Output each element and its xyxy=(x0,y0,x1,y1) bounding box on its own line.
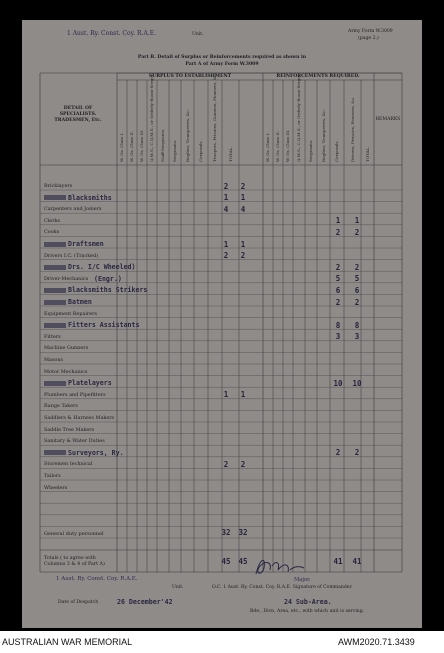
row-typed-trade: Fitters Assistants xyxy=(68,321,140,330)
row-value-c: 5 xyxy=(335,274,341,284)
row-label: Plumbers and Pipefitters xyxy=(44,391,106,398)
row-value-c: 2 xyxy=(335,227,341,237)
row-typed-trade: Surveyors, Ry. xyxy=(68,448,124,457)
row-label: Drivers I.C. (Tracked) xyxy=(44,252,99,259)
reinforcement-col-3: W. Os. Class III. xyxy=(285,129,290,162)
reinforcements-header: REINFORCEMENTS REQUIRED. xyxy=(276,74,360,79)
struck-out-text xyxy=(44,265,66,270)
totals-b: 45 xyxy=(238,557,248,566)
archive-name: AUSTRALIAN WAR MEMORIAL xyxy=(2,637,133,647)
row-value-d: 2 xyxy=(354,297,360,307)
row-label: Cooks xyxy=(44,229,60,236)
row-typed-trade: Blacksmiths Strikers xyxy=(68,286,148,295)
surplus-col-9: Troopers, Privates, Gunners, Pioneers, &c. xyxy=(212,72,217,162)
row-label: Machine Gunners xyxy=(44,345,89,352)
general-duty-a: 32 xyxy=(221,528,231,537)
totals-label-2: Columns 3 & 4 of Part A) xyxy=(44,562,105,567)
row-label: Range Takers xyxy=(44,403,78,410)
struck-out-text xyxy=(44,195,66,200)
row-value-c: 2 xyxy=(335,448,341,458)
reinforcement-col-7: Corporals. xyxy=(334,140,339,162)
detail-header: DETAIL OF SPECIALISTS. TRADESMEN, Etc. xyxy=(54,106,102,124)
row-value-d: 5 xyxy=(354,274,360,284)
row-typed-trade: Batmen xyxy=(68,298,92,306)
row-value-b: 1 xyxy=(240,239,246,249)
row-value-c: 2 xyxy=(335,297,341,307)
part-title-line1: Part B. Detail of Surplus or Reinforcements required as shown in xyxy=(137,55,307,60)
row-typed-trade: Blacksmiths xyxy=(68,193,112,202)
row-value-d: 2 xyxy=(354,448,360,458)
row-value-a: 1 xyxy=(223,239,229,249)
page-number: (page 2.) xyxy=(358,36,379,41)
general-duty-b: 32 xyxy=(238,528,248,537)
row-label: Saddlers & Harness Makers xyxy=(44,415,115,421)
part-title-line2: Part A of Army Form W.3009 xyxy=(185,62,259,67)
unit-label-top: Unit. xyxy=(192,32,204,37)
surplus-col-7: Buglers, Trumpeters, &c. xyxy=(184,109,190,162)
struck-out-text xyxy=(44,242,66,247)
reinforcement-col-2: W. Os. Class II. xyxy=(275,130,280,162)
row-label: Saddle Tree Makers xyxy=(44,426,95,433)
reinforcement-col-6: Buglers, Trumpeters, &c. xyxy=(320,109,326,162)
totals-d: 41 xyxy=(352,557,362,566)
surplus-col-4: Q.M.S., C.Q.M.S., or Orderly-Room-Sergts. xyxy=(149,73,154,162)
row-value-d: 3 xyxy=(354,332,360,342)
remarks-header: REMARKS xyxy=(375,117,401,122)
surplus-col-1: W. Os. Class I. xyxy=(119,132,124,162)
row-label: Driver-Mechanics xyxy=(44,275,89,282)
row-label: Masons xyxy=(44,357,64,363)
surplus-col-8: Corporals. xyxy=(198,140,203,162)
row-label: Wheelers xyxy=(44,484,68,491)
row-typed-trade: Drs. I/C Wheeled) xyxy=(68,263,136,272)
reinforcement-col-9: TOTAL. xyxy=(364,146,370,162)
row-value-a: 2 xyxy=(223,181,229,191)
row-value-a: 1 xyxy=(223,193,229,203)
row-value-c: 1 xyxy=(335,216,341,226)
totals-a: 45 xyxy=(221,557,231,566)
surplus-col-10: TOTAL. xyxy=(227,146,233,162)
row-value-b: 2 xyxy=(240,251,246,261)
surplus-col-5: Staff-Sergeants. xyxy=(160,128,165,162)
row-value-c: 6 xyxy=(335,285,341,295)
rank: Major. xyxy=(294,577,311,583)
row-value-b: 1 xyxy=(240,193,246,203)
surplus-col-6: Sergeants. xyxy=(172,139,177,162)
sub-area: 24 Sub-Area. xyxy=(284,598,332,606)
row-value-a: 2 xyxy=(223,459,229,469)
struck-out-text xyxy=(44,288,66,293)
row-label: Sanitary & Water Duties xyxy=(44,438,105,445)
unit-label-bottom: Unit. xyxy=(172,585,184,590)
form-number: Army Form W.3009 xyxy=(348,29,393,34)
row-typed-trade: (Engr.) xyxy=(94,274,122,283)
row-value-a: 4 xyxy=(223,204,229,214)
row-label: Clerks xyxy=(44,217,61,224)
row-label: Carpenters and Joiners xyxy=(44,206,102,213)
row-label: Storemen technical xyxy=(44,461,93,468)
row-value-d: 1 xyxy=(354,216,360,226)
row-value-d: 2 xyxy=(354,227,360,237)
struck-out-text xyxy=(44,300,66,305)
row-value-b: 4 xyxy=(240,204,246,214)
sub-area-caption: Bde., Divn, Area, etc., with which unit is serving. xyxy=(250,609,365,614)
row-value-d: 6 xyxy=(354,285,360,295)
row-label: Motor Mechanics xyxy=(44,368,88,375)
oc-line: O.C. 1 Aust. Ry. Const. Coy. R.A.E. Signature of Commander. xyxy=(212,585,353,590)
reinforcement-col-1: W. Os. Class I. xyxy=(265,132,270,162)
document-page xyxy=(22,20,422,628)
row-value-b: 1 xyxy=(240,390,246,400)
reinforcement-col-4: Q.M.S., C.Q.M.S., or Orderly-Room-Sergts. xyxy=(296,73,301,162)
row-label: Bricklayers xyxy=(44,183,73,189)
row-typed-trade: Platelayers xyxy=(68,379,112,388)
reinforcement-col-8: Drivers, Privates, Pioneers, &c. xyxy=(349,96,355,162)
row-value-c: 8 xyxy=(335,320,341,330)
row-value-b: 2 xyxy=(240,181,246,191)
reinforcement-col-5: Sergeants. xyxy=(308,139,313,162)
struck-out-text xyxy=(44,381,66,386)
row-value-a: 1 xyxy=(223,390,229,400)
row-value-d: 10 xyxy=(352,378,362,388)
archive-footer xyxy=(0,631,444,653)
row-value-b: 2 xyxy=(240,459,246,469)
row-value-c: 10 xyxy=(333,378,343,388)
row-value-c: 3 xyxy=(335,332,341,342)
struck-out-text xyxy=(44,450,66,455)
row-typed-trade: Draftsmen xyxy=(68,240,104,248)
struck-out-text xyxy=(44,323,66,328)
row-value-d: 8 xyxy=(354,320,360,330)
surplus-header: SURPLUS TO ESTABLISHMENT xyxy=(148,74,232,79)
general-duty-label: General duty personnel xyxy=(44,531,104,537)
surplus-col-3: W. Os. Class III. xyxy=(139,129,144,162)
despatch-date: 26 December'42 xyxy=(117,598,173,606)
archive-id: AWM2020.71.3439 xyxy=(338,637,415,647)
row-value-a: 2 xyxy=(223,251,229,261)
despatch-label: Date of Despatch xyxy=(58,600,99,605)
row-value-d: 2 xyxy=(354,262,360,272)
unit-name-bottom: 1 Aust. Ry. Const. Coy. R.A.E. xyxy=(56,576,138,582)
row-value-c: 2 xyxy=(335,262,341,272)
row-label: Equipment Repairers xyxy=(44,310,98,317)
unit-name-top: 1 Aust. Ry. Const. Coy. R.A.E. xyxy=(67,30,156,37)
surplus-col-2: W. Os. Class II. xyxy=(129,130,134,162)
totals-label-1: Totals ( to agree with xyxy=(44,556,96,561)
row-label: Tailors xyxy=(44,473,61,479)
totals-c: 41 xyxy=(333,557,343,566)
row-label: Fitters xyxy=(44,333,61,340)
